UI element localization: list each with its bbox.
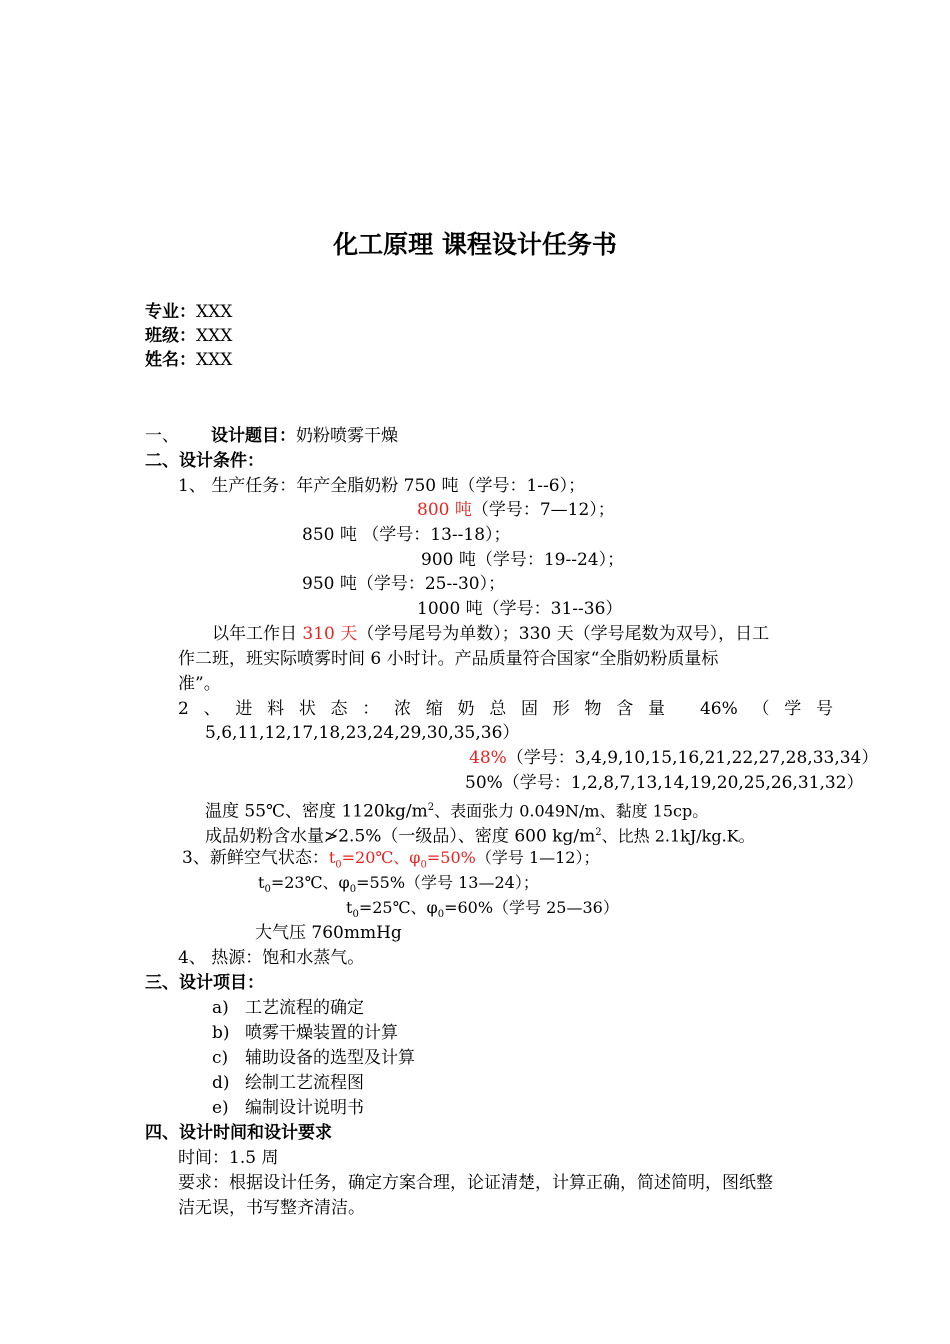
- fresh-air-row-2: $t_0=23℃$、$\varphi_0=55\%$（学号 13—24）；: [258, 873, 539, 896]
- name-line: 姓名：XXX: [145, 350, 233, 370]
- feed-properties-line: 温度 55℃、密度 $1120kg/m^2$、表面张力 0.049N/m、黏度 15cp。: [205, 801, 709, 822]
- atmospheric-pressure: 大气压 760mmHg: [255, 923, 402, 943]
- feed-state-46-ids: 5,6,11,12,17,18,23,24,29,30,35,36）: [205, 723, 520, 743]
- fresh-air-row-3: $t_0=25℃$、$\varphi_0=60\%$（学号 25—36）: [346, 898, 619, 921]
- list-item: e) 编制设计说明书: [212, 1098, 364, 1118]
- class-line: 班级：XXX: [145, 326, 233, 346]
- production-950: 950 吨（学号：25--30）；: [302, 574, 506, 594]
- workday-paragraph-line-1: 以年工作日 310 天（学号尾号为单数）；330 天（学号尾数为双号），日工: [212, 624, 770, 644]
- list-item: a) 工艺流程的确定: [212, 998, 364, 1018]
- major-line: 专业：XXX: [145, 302, 233, 322]
- design-time: 时间：1.5 周: [178, 1148, 279, 1168]
- workday-paragraph-line-3: 准”。: [178, 674, 221, 694]
- list-item: b) 喷雾干燥装置的计算: [212, 1023, 398, 1043]
- document-title: 化工原理 课程设计任务书: [333, 230, 617, 259]
- list-item: c) 辅助设备的选型及计算: [212, 1048, 415, 1068]
- feed-state-48: 48%（学号：3,4,9,10,15,16,21,22,27,28,33,34）: [469, 748, 879, 768]
- fresh-air-line: 3、新鲜空气状态：$t_0=20℃$、$\varphi_0=50\%$（学号 1—12）；: [182, 848, 600, 871]
- requirements-line-2: 洁无误，书写整齐清洁。: [178, 1198, 365, 1218]
- product-properties-line: 成品奶粉含水量≯2.5%（一级品）、密度 600 $kg/m^2$、比热 2.1kJ/kg.K。: [205, 826, 755, 847]
- production-800: 800 吨（学号：7—12）；: [417, 500, 615, 520]
- workday-paragraph-line-2: 作二班，班实际喷雾时间 6 小时计。产品质量符合国家“全脂奶粉质量标: [178, 649, 719, 669]
- production-1000: 1000 吨（学号：31--36）: [417, 599, 623, 619]
- feed-state-line: 2、进料状态：浓缩奶总固形物含量 46%（学号: [178, 699, 833, 719]
- section-1-topic: 设计题目：奶粉喷雾干燥: [211, 426, 398, 446]
- production-task-line: 1、 生产任务：年产全脂奶粉 750 吨（学号：1--6）；: [178, 476, 586, 496]
- requirements-line-1: 要求：根据设计任务，确定方案合理，论证清楚，计算正确，简述简明，图纸整: [178, 1173, 773, 1193]
- feed-state-50: 50%（学号：1,2,8,7,13,14,19,20,25,26,31,32）: [465, 773, 864, 793]
- production-850: 850 吨 （学号：13--18）；: [302, 525, 511, 545]
- section-3-heading: 三、设计项目：: [145, 973, 264, 993]
- section-2-heading: 二、设计条件：: [145, 451, 264, 471]
- section-4-heading: 四、设计时间和设计要求: [145, 1123, 332, 1143]
- heat-source-line: 4、 热源：饱和水蒸气。: [178, 948, 365, 968]
- production-900: 900 吨（学号：19--24）；: [421, 550, 625, 570]
- list-item: d) 绘制工艺流程图: [212, 1073, 364, 1093]
- section-1-number: 一、: [145, 426, 179, 446]
